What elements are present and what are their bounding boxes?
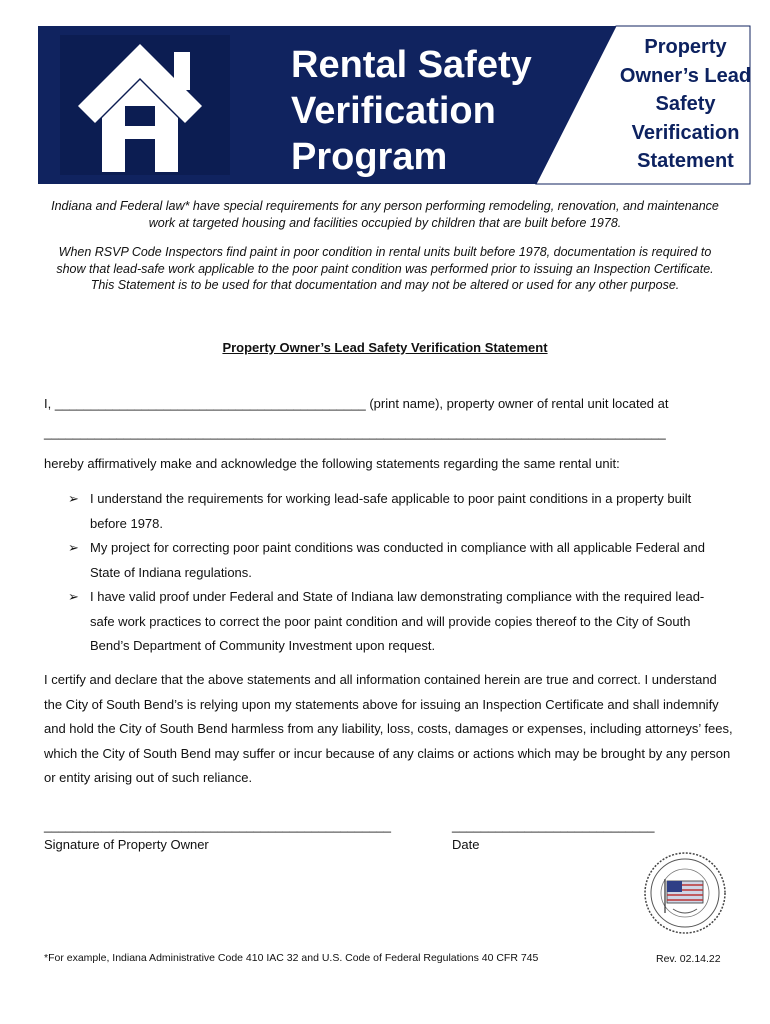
header-banner (38, 26, 750, 184)
list-item (68, 487, 728, 536)
arrow-bullet-icon: ➢ (68, 589, 79, 604)
house-icon (60, 35, 230, 175)
intro-law-paragraph: Indiana and Federal law* have special requirements for any person performing remodeling, renovation, and maintenance work at targeted housing and facilities occupied by children that are built before 1978. (51, 199, 719, 230)
date-label: Date (452, 837, 480, 852)
date-field[interactable]: ____________________________ (452, 818, 655, 833)
statement-list (68, 487, 728, 659)
footnote: *For example, Indiana Administrative Code 410 IAC 32 and U.S. Code of Federal Regulations 40 CFR 745 (44, 952, 539, 964)
arrow-bullet-icon: ➢ (68, 491, 79, 506)
program-title: Rental Safety Verification Program (291, 44, 532, 178)
owner-name-line: I, ___________________________________________ (print name), property owner of rental unit located at (44, 396, 669, 411)
city-seal-icon (643, 851, 727, 935)
address-line: ______________________________________________________________________________________ (44, 425, 666, 440)
revision-date: Rev. 02.14.22 (656, 953, 721, 965)
statement-text: I have valid proof under Federal and State of Indiana law demonstrating compliance with the required lead-safe work practices to correct the poor paint condition and will provide copies thereof to the City of South Bend’s Department of Community Investment upon request. (90, 589, 705, 653)
arrow-bullet-icon: ➢ (68, 540, 79, 555)
signature-field[interactable]: ________________________________________________ (44, 818, 392, 833)
statement-heading: Property Owner’s Lead Safety Verification Statement (222, 340, 548, 355)
affirmation-text: hereby affirmatively make and acknowledge the following statements regarding the same rental unit: (44, 456, 620, 471)
signature-label: Signature of Property Owner (44, 837, 209, 852)
statement-text: My project for correcting poor paint conditions was conducted in compliance with all applicable Federal and State of Indiana regulations. (90, 540, 705, 580)
list-item (68, 536, 728, 585)
statement-text: I understand the requirements for working lead-safe applicable to poor paint conditions in a property built before 1978. (90, 491, 692, 531)
list-item (68, 585, 728, 659)
intro-purpose-paragraph: When RSVP Code Inspectors find paint in poor condition in rental units built before 1978, documentation is required to show that lead-safe work applicable to the poor paint condition was performed prior to issuing an Inspection Certificate. This Statement is to be used for that documentation and may not be altered or used for any other purpose. (56, 245, 714, 292)
certification-paragraph: I certify and declare that the above statements and all information contained herein are true and correct. I understand the City of South Bend’s is relying upon my statements above for issuing an Inspection Certificate and shall indemnify and hold the City of South Bend harmless from any liability, loss, costs, damages or expenses, including attorneys’ fees, which the City of South Bend may suffer or incur because of any claims or actions which may be brought by any person or entity arising out of such reliance. (44, 672, 733, 786)
statement-title: Property Owner’s Lead Safety Verification Statement (619, 36, 752, 172)
